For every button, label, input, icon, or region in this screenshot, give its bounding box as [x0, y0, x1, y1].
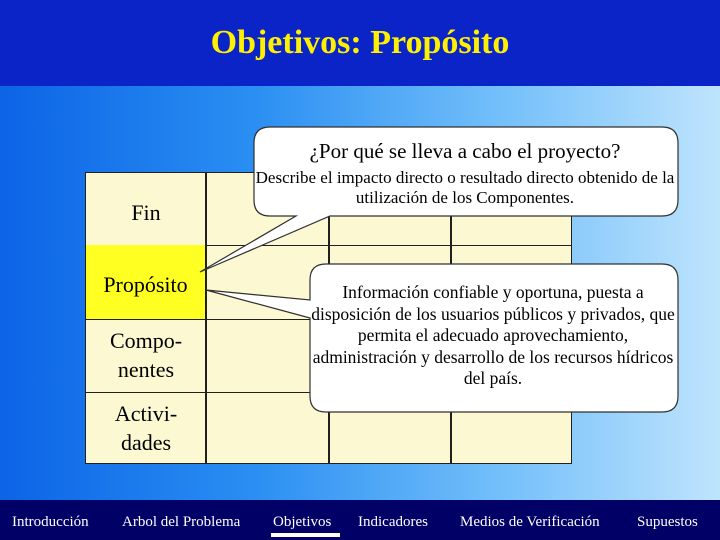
row-label-fin: Fin [131, 199, 161, 225]
nav-indicadores[interactable]: Indicadores [358, 514, 428, 530]
slide-title: Objetivos: Propósito [210, 24, 510, 61]
row-label-proposito: Propósito [86, 245, 206, 319]
nav-active-indicator [271, 533, 340, 537]
nav-arbol-del-problema[interactable]: Arbol del Problema [122, 514, 241, 530]
row-label-componentes: Compo- nentes [109, 327, 183, 382]
nav-supuestos[interactable]: Supuestos [637, 514, 698, 530]
nav-medios-de-verificacion[interactable]: Medios de Verificación [460, 514, 600, 530]
callout-question: ¿Por qué se lleva a cabo el proyecto? [309, 139, 621, 163]
nav-objetivos[interactable]: Objetivos [273, 514, 332, 530]
nav-introduccion[interactable]: Introducción [12, 514, 89, 530]
callout-description: Describe el impacto directo o resultado directo obtenido de la utilización de los Componentes. [255, 168, 675, 208]
callout-proposito-text: Información confiable y oportuna, puesta a disposición de los usuarios públicos y privados, que permita el adecuado aprovechamiento, administración y desarrollo de los recursos hídricos del país. [311, 282, 675, 389]
row-label-actividades: Activi- dades [114, 400, 178, 455]
